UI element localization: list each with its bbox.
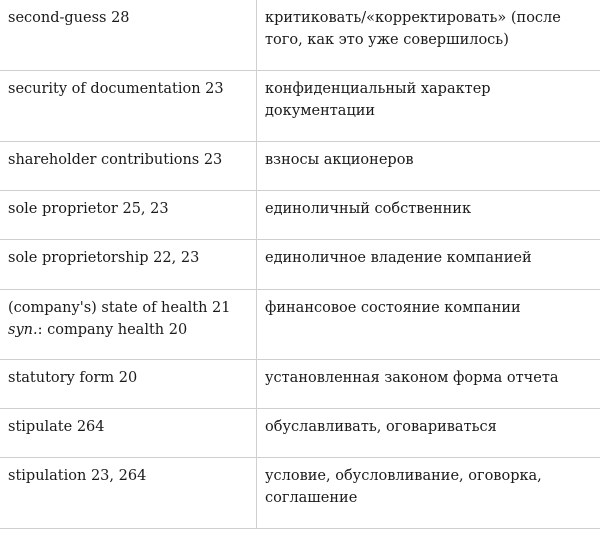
term-cell: sole proprietor 25, 23 xyxy=(0,190,257,239)
term-cell: stipulate 264 xyxy=(0,408,257,457)
synonym-term: : company health 20 xyxy=(37,321,188,338)
table-row xyxy=(0,141,600,190)
translation-cell: условие, обусловливание, оговорка, соглашение xyxy=(257,457,600,528)
translation-cell: критиковать/«корректировать» (после того, как это уже совершилось) xyxy=(257,0,600,70)
table-row xyxy=(0,408,600,457)
term-cell xyxy=(0,289,257,359)
synonym-label: syn. xyxy=(8,321,38,338)
term-cell: shareholder contributions 23 xyxy=(0,141,257,190)
table-row xyxy=(0,0,600,70)
table-row xyxy=(0,359,600,408)
table-row xyxy=(0,70,600,141)
table-row xyxy=(0,190,600,239)
table-row xyxy=(0,239,600,289)
term-cell: security of documentation 23 xyxy=(0,70,257,141)
table-row xyxy=(0,457,600,528)
term-cell: stipulation 23, 264 xyxy=(0,457,257,528)
term-cell: second-guess 28 xyxy=(0,0,257,70)
synonym-line xyxy=(8,319,248,341)
table-row xyxy=(0,289,600,359)
term-text: (company's) state of health 21 xyxy=(8,299,231,316)
translation-cell: установленная законом форма отчета xyxy=(257,359,600,408)
translation-cell: единоличное владение компанией xyxy=(257,239,600,289)
term-cell: statutory form 20 xyxy=(0,359,257,408)
term-cell: sole proprietorship 22, 23 xyxy=(0,239,257,289)
translation-cell: обуславливать, оговариваться xyxy=(257,408,600,457)
translation-cell: взносы акционеров xyxy=(257,141,600,190)
translation-cell: единоличный собственник xyxy=(257,190,600,239)
translation-cell: финансовое состояние компании xyxy=(257,289,600,359)
translation-cell: конфиденциальный характер документации xyxy=(257,70,600,141)
